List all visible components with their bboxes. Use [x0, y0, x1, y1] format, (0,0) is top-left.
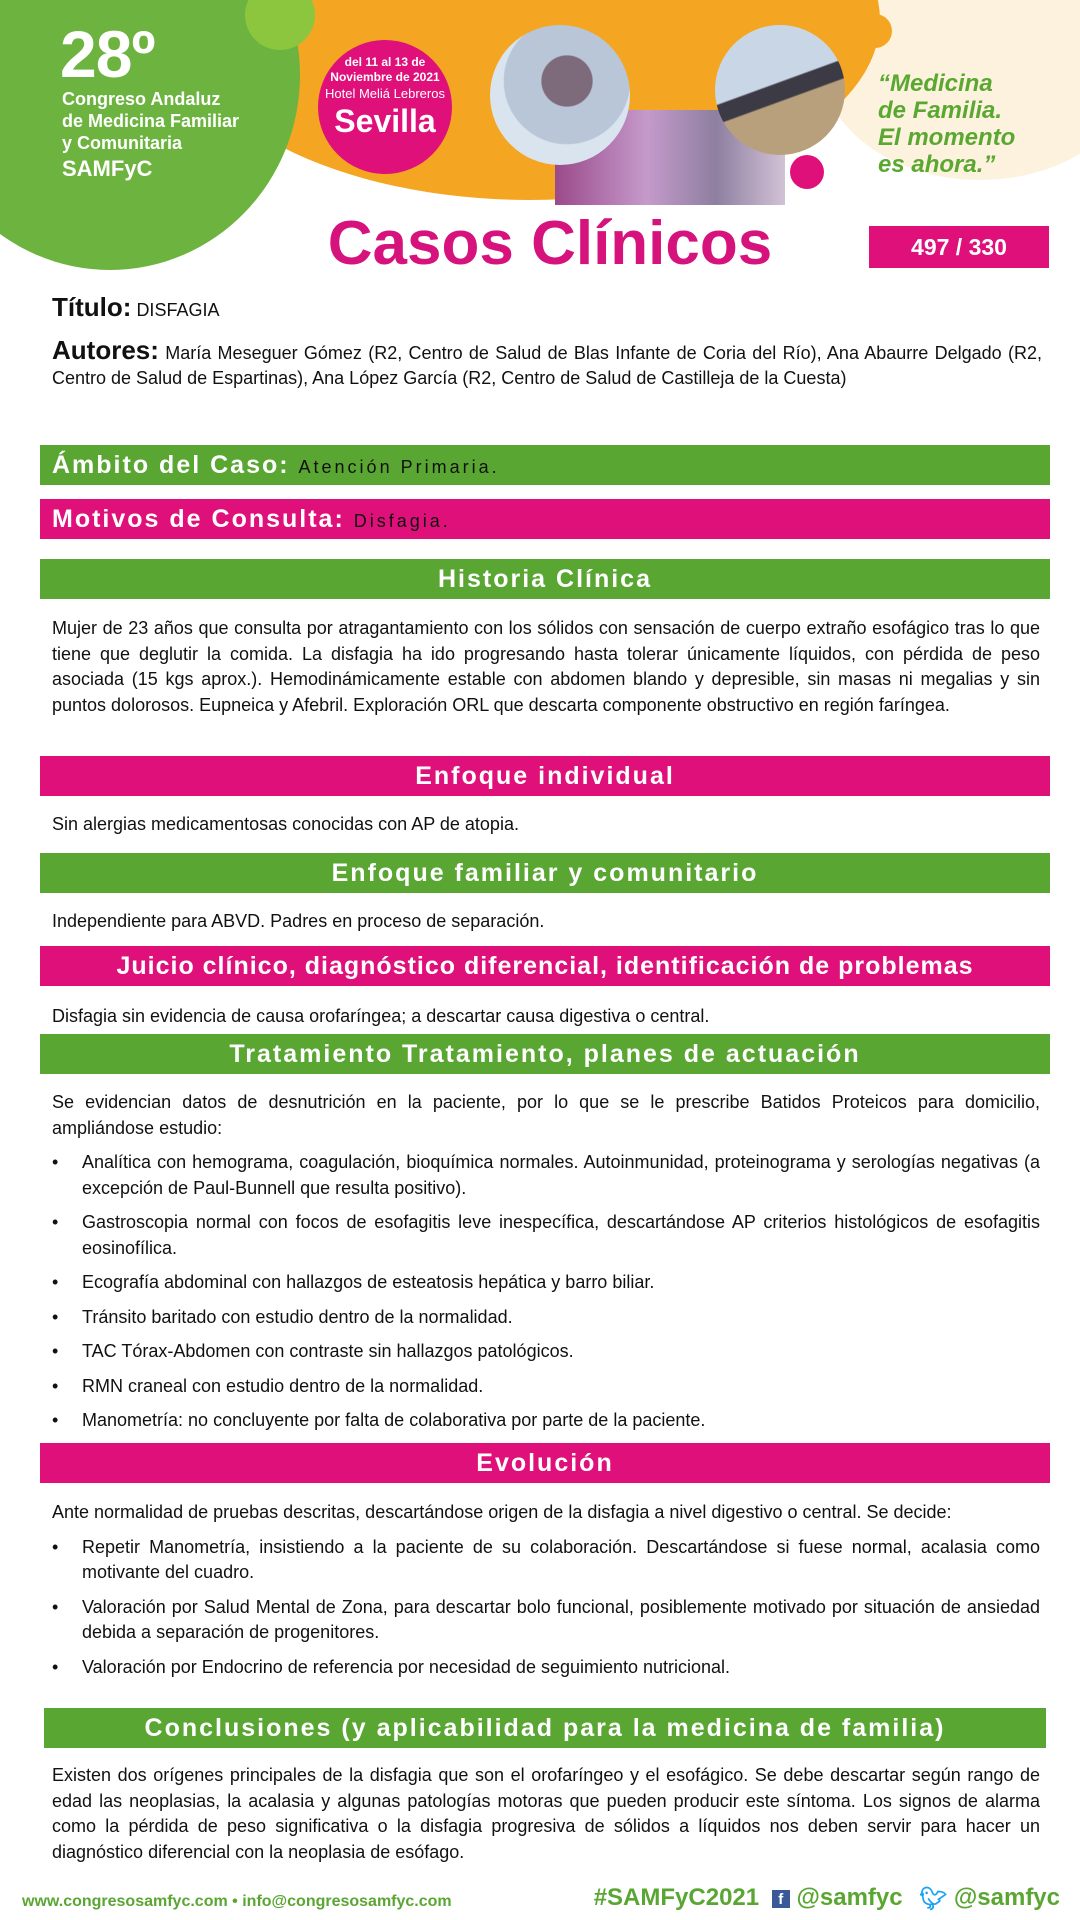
footer-social	[594, 1884, 1060, 1912]
treatment-list	[52, 1150, 1040, 1434]
facebook-handle[interactable]: @samfyc	[796, 1884, 903, 1911]
congress-name-line: Congreso Andaluz	[62, 89, 221, 109]
treatment-intro: Se evidencian datos de desnutrición en la paciente, por lo que se le prescribe Batidos Proteicos para domicilio, ampliándose estudio:	[52, 1092, 1040, 1138]
congress-name-line: y Comunitaria	[62, 133, 183, 153]
date-line: Noviembre de 2021	[330, 70, 440, 84]
list-item: • Ecografía abdominal con hallazgos de esteatosis hepática y barro biliar.	[52, 1270, 1040, 1296]
treatment-section	[52, 1090, 1040, 1434]
evolution-section	[52, 1500, 1040, 1680]
section-heading-treatment: Tratamiento Tratamiento, planes de actuación	[40, 1034, 1050, 1074]
decor-shape	[790, 155, 824, 189]
slogan-line: El momento	[878, 124, 1016, 151]
list-item: • TAC Tórax-Abdomen con contraste sin hallazgos patológicos.	[52, 1339, 1040, 1365]
decor-shape	[858, 14, 892, 48]
list-item: • Analítica con hemograma, coagulación, bioquímica normales. Autoinmunidad, proteinograma y serologías negativas (a excepción de Paul-Bunnell que resulta positivo).	[52, 1150, 1040, 1201]
authors-label: Autores:	[52, 335, 159, 365]
list-item: • RMN craneal con estudio dentro de la normalidad.	[52, 1374, 1040, 1400]
list-item: • Valoración por Endocrino de referencia por necesidad de seguimiento nutricional.	[52, 1655, 1040, 1681]
date-line: del 11 al 13 de	[344, 55, 426, 69]
section-heading-history: Historia Clínica	[40, 559, 1050, 599]
slogan-line: de Familia.	[878, 97, 1003, 124]
section-heading-conclusions: Conclusiones (y aplicabilidad para la medicina de familia)	[44, 1708, 1046, 1748]
family-text: Independiente para ABVD. Padres en proceso de separación.	[52, 911, 545, 931]
statue-photo	[490, 25, 630, 165]
scope-value: Atención Primaria.	[298, 457, 500, 477]
evolution-intro: Ante normalidad de pruebas descritas, descartándose origen de la disfagia a nivel digestivo o central. Se decide:	[52, 1502, 952, 1522]
bridge-photo	[715, 25, 845, 155]
city: Sevilla	[334, 103, 436, 139]
section-heading-evolution: Evolución	[40, 1443, 1050, 1483]
reason-value: Disfagia.	[353, 511, 451, 531]
section-heading-family: Enfoque familiar y comunitario	[40, 853, 1050, 893]
list-item: • Repetir Manometría, insistiendo a la paciente de su colaboración. Descartándose si fuese normal, acalasia como motivante del cuadro.	[52, 1535, 1040, 1586]
website-link[interactable]: www.congresosamfyc.com	[22, 1893, 228, 1910]
footer-contact	[22, 1893, 452, 1911]
slogan-line: es ahora.”	[878, 151, 996, 178]
list-item: • Gastroscopia normal con focos de esofagitis leve inespecífica, descartándose AP criterios histológicos de esofagitis eosinofílica.	[52, 1210, 1040, 1261]
email-link[interactable]: info@congresosamfyc.com	[242, 1893, 452, 1910]
individual-text: Sin alergias medicamentosas conocidas con AP de atopia.	[52, 814, 519, 834]
congress-name	[62, 88, 239, 154]
congress-name-line: de Medicina Familiar	[62, 111, 240, 131]
section-heading-individual: Enfoque individual	[40, 756, 1050, 796]
hashtag: #SAMFyC2021	[593, 1884, 760, 1911]
authors-value: María Meseguer Gómez (R2, Centro de Salud de Blas Infante de Coria del Río), Ana Abaurre Delgado (R2, Centro de Salud de Espartinas), Ana López García (R2, Centro de Salud de Castilleja de la Cuesta)	[52, 343, 1042, 388]
slogan	[878, 70, 1068, 178]
slogan-line: “Medicina	[878, 70, 993, 97]
title-label: Título:	[52, 292, 132, 322]
page-title: Casos Clínicos	[327, 209, 773, 278]
date-badge	[318, 40, 452, 174]
facebook-icon: f	[772, 1890, 790, 1908]
twitter-handle[interactable]: @samfyc	[953, 1884, 1060, 1911]
scope-label: Ámbito del Caso:	[52, 451, 290, 479]
title-row	[52, 292, 219, 323]
list-item: • Manometría: no concluyente por falta de colaborativa por parte de la paciente.	[52, 1408, 1040, 1434]
twitter-icon: 🐦︎	[919, 1885, 948, 1911]
reason-band	[40, 499, 1050, 539]
list-item: • Tránsito baritado con estudio dentro de la normalidad.	[52, 1305, 1040, 1331]
case-number-badge: 497 / 330	[869, 226, 1049, 268]
list-item: • Valoración por Salud Mental de Zona, para descartar bolo funcional, posiblemente motivado por situación de ansiedad debida a separación de progenitores.	[52, 1595, 1040, 1646]
venue: Hotel Meliá Lebreros	[325, 86, 445, 101]
footer-separator: •	[232, 1893, 238, 1910]
reason-label: Motivos de Consulta:	[52, 505, 345, 533]
conclusions-text: Existen dos orígenes principales de la disfagia que son el orofaríngeo y el esofágico. Se debe descartar según rango de edad las neoplasias, la acalasia y algunas patologías motoras que pueden producir este síntoma. Los signos de alarma como la pérdida de peso significativa o la disfagia progresiva de sólidos a líquidos nos deben servir para hacer un diagnóstico diferencial con la neoplasia de esófago.	[52, 1765, 1040, 1862]
evolution-list	[52, 1535, 1040, 1681]
congress-number: 28º	[60, 17, 155, 91]
congress-org: SAMFyC	[62, 156, 153, 181]
section-heading-judgement: Juicio clínico, diagnóstico diferencial, identificación de problemas	[40, 946, 1050, 986]
history-text: Mujer de 23 años que consulta por atragantamiento con los sólidos con sensación de cuerpo extraño esofágico tras lo que tiene que deglutir la comida. La disfagia ha ido progresando hasta tolerar únicamente líquidos, con pérdida de peso asociada (15 kgs aprox.). Hemodinámicamente estable con abdomen blando y depresible, sin masas ni megalias y sin puntos dolorosos. Eupneica y Afebril. Exploración ORL que descarta componente obstructivo en región faríngea.	[52, 618, 1040, 715]
title-value: DISFAGIA	[136, 300, 220, 320]
authors-row	[52, 335, 1042, 391]
scope-band	[40, 445, 1050, 485]
judgement-text: Disfagia sin evidencia de causa orofaríngea; a descartar causa digestiva o central.	[52, 1006, 710, 1026]
